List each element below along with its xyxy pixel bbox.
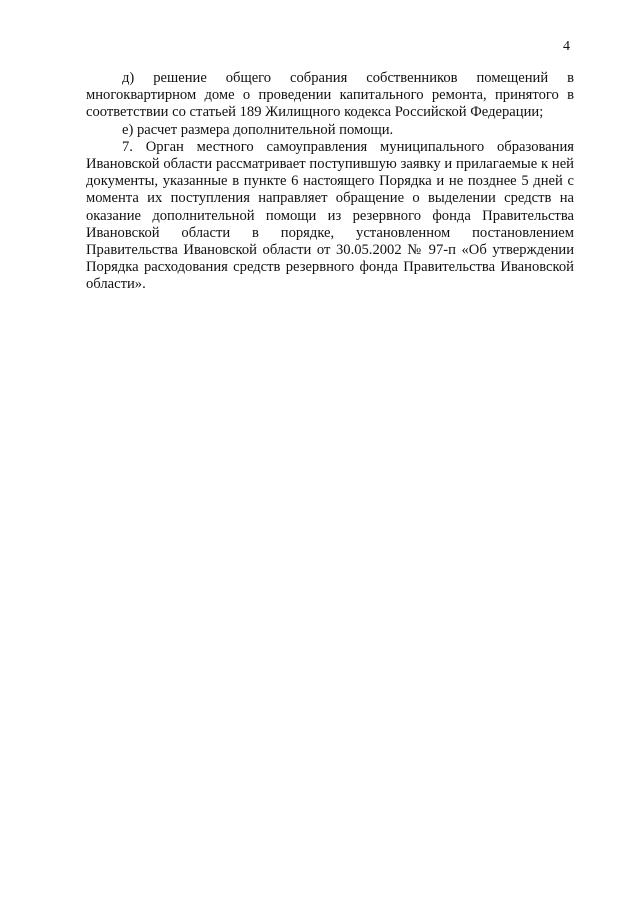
paragraph-item-e: е) расчет размера дополнительной помощи.	[122, 121, 394, 138]
document-body	[86, 70, 574, 294]
paragraph-clause-7: 7. Орган местного самоуправления муниципального образования Ивановской области рассматривает поступившую заявку и прилагаемые к ней документы, указанные в пункте 6 настоящего Порядка и не позднее 5 дней с момента их поступления направляет обращение о выделении средств на оказание дополнительной помощи из резервного фонда Правительства Ивановской области в порядке, установленном постановлением Правительства Ивановской области от 30.05.2002 № 97-п «Об утверждении Порядка расходования средств резервного фонда Правительства Ивановской области».	[86, 138, 574, 293]
page-number: 4	[563, 39, 570, 54]
paragraph-item-d: д) решение общего собрания собственников помещений в многоквартирном доме о проведении капитального ремонта, принятого в соответствии со статьей 189 Жилищного кодекса Российской Федерации;	[86, 70, 574, 121]
